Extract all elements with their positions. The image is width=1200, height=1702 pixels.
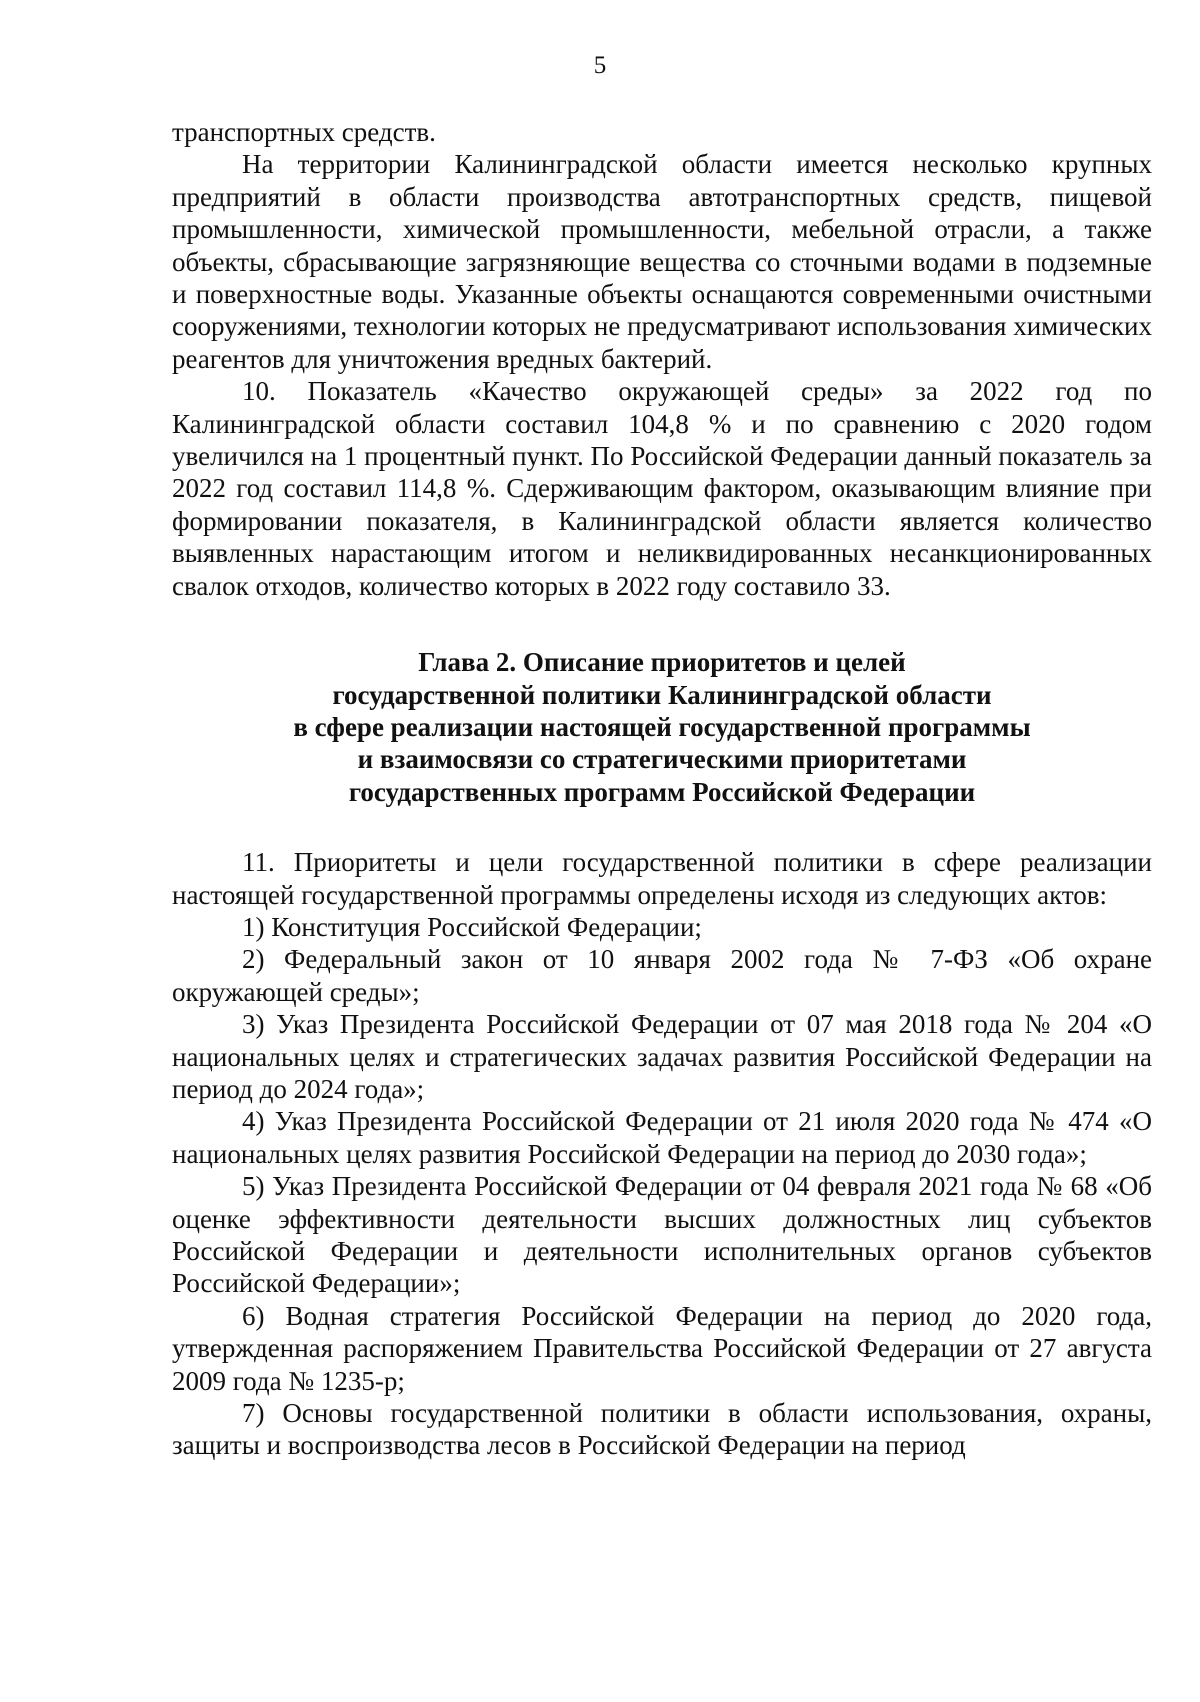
paragraph-continuation: транспортных средств. (172, 117, 436, 147)
list-item-2: 2) Федеральный закон от 10 января 2002 года № 7-ФЗ «Об охране окружающей среды»; (172, 944, 1152, 1007)
chapter-heading (172, 646, 1152, 808)
list-item-7: 7) Основы государственной политики в области использования, охраны, защиты и воспроизводства лесов в Российской Федерации на период (172, 1398, 1152, 1461)
paragraph-item-11: 11. Приоритеты и цели государственной политики в сфере реализации настоящей государственной программы определены исходя из следующих актов: (172, 847, 1152, 910)
list-item-1: 1) Конституция Российской Федерации; (242, 911, 702, 942)
chapter-heading-line: в сфере реализации настоящей государственной программы (293, 711, 1031, 742)
chapter-heading-line: Глава 2. Описание приоритетов и целей (418, 647, 906, 678)
list-item-3: 3) Указ Президента Российской Федерации от 07 мая 2018 года № 204 «О национальных целях и стратегических задачах развития Российской Федерации на период до 2024 года»; (172, 1009, 1152, 1104)
document-body (172, 116, 1152, 1462)
list-item-5: 5) Указ Президента Российской Федерации от 04 февраля 2021 года № 68 «Об оценке эффективности деятельности высших должностных лиц субъектов Российской Федерации и деятельности исполнительных органов субъектов Российской Федерации»; (172, 1171, 1152, 1299)
chapter-heading-line: и взаимосвязи со стратегическими приоритетами (357, 744, 967, 775)
paragraph-enterprises: На территории Калининградской области имеется несколько крупных предприятий в области производства автотранспортных средств, пищевой промышленности, химической промышленности, мебельной отрасли, а также объекты, сбрасывающие загрязняющие вещества со сточными водами в подземные и поверхностные воды. Указанные объекты оснащаются современными очистными сооружениями, технологии которых не предусматривают использования химических реагентов для уничтожения вредных бактерий. (172, 149, 1152, 374)
page-number: 5 (593, 52, 607, 79)
list-item-6: 6) Водная стратегия Российской Федерации на период до 2020 года, утвержденная распоряжением Правительства Российской Федерации от 27 августа 2009 года № 1235-р; (172, 1300, 1152, 1396)
chapter-heading-line: государственных программ Российской Федерации (348, 776, 976, 807)
list-item-4: 4) Указ Президента Российской Федерации от 21 июля 2020 года № 474 «О национальных целях развития Российской Федерации на период до 2030 года»; (172, 1106, 1152, 1169)
chapter-heading-line: государственной политики Калининградской области (332, 679, 992, 710)
paragraph-indicator-10: 10. Показатель «Качество окружающей среды» за 2022 год по Калининградской области составил 104,8 % и по сравнению с 2020 годом увеличился на 1 процентный пункт. По Российской Федерации данный показатель за 2022 год составил 114,8 %. Сдерживающим фактором, оказывающим влияние при формировании показателя, в Калининградской области является количество выявленных нарастающим итогом и неликвидированных несанкционированных свалок отходов, количество которых в 2022 году составило 33. (172, 376, 1152, 601)
